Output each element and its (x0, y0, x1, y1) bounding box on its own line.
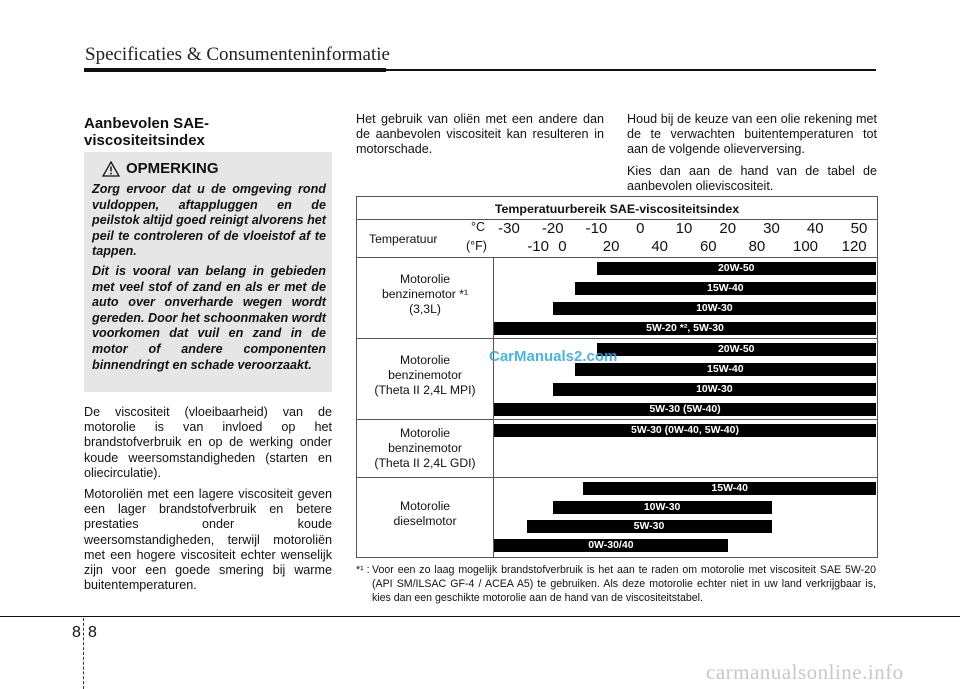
viscosity-bar: 10W-30 (553, 302, 876, 315)
celsius-tick: 20 (719, 220, 737, 237)
engine-group-label-line: dieselmotor (393, 514, 457, 529)
viscosity-bar: 20W-50 (597, 262, 877, 275)
viscosity-bar: 0W-30/40 (494, 539, 728, 552)
fahrenheit-tick: 100 (793, 238, 819, 255)
left-paragraph-2: Motoroliën met een lagere viscositeit geven een lager brandstofverbruik en betere prestaties onder koude weersomstandigheden, terwijl motoroliën met een hogere viscositeit echter wenselijk zijn voor een goede smering bij warme buitentemperaturen. (84, 487, 332, 593)
unit-fahrenheit: (°F) (466, 239, 487, 253)
table-title: Temperatuurbereik SAE-viscositeitsindex (494, 202, 740, 216)
right-column (627, 112, 877, 200)
viscosity-bar: 5W-30 (5W-40) (494, 403, 876, 416)
group-divider (357, 419, 877, 420)
footnote (356, 563, 876, 606)
viscosity-bar: 5W-20 *², 5W-30 (494, 322, 876, 335)
celsius-tick: -30 (498, 220, 520, 237)
section-heading-line2: viscositeitsindex (84, 132, 205, 149)
unit-celsius: °C (471, 220, 486, 234)
engine-group-label-line: Motorolie (399, 426, 451, 440)
site-watermark: carmanualsonline.info (706, 660, 904, 684)
celsius-tick: 50 (850, 220, 868, 237)
note-paragraph-2: Dit is vooral van belang in gebieden met veel stof of zand en als er met de auto over onverharde wegen wordt gereden. Door het schoonmaken wordt voorkomen dat vuil en zand in de motor of andere componenten binnendringt en schade veroorzaakt. (92, 263, 326, 372)
viscosity-bar: 20W-50 (597, 343, 877, 356)
header-title: Specificaties & Consumenteninformatie (85, 44, 390, 65)
right-paragraph-1: Houd bij de keuze van een olie rekening met de te verwachten buitentemperaturen tot aan de volgende olieverversing. (627, 112, 877, 157)
engine-group-label-line: Motorolie (399, 499, 451, 513)
engine-group-label (357, 499, 493, 529)
viscosity-bar: 15W-40 (575, 363, 876, 376)
footnote-mark: *¹ : (356, 564, 370, 576)
right-paragraph-2: Kies dan aan de hand van de tabel de aanbevolen olieviscositeit. (627, 163, 877, 193)
fahrenheit-scale (495, 238, 877, 256)
note-header (102, 160, 219, 177)
middle-paragraph-1: Het gebruik van oliën met een andere dan de aanbevolen viscositeit kan resulteren in motorschade. (356, 112, 604, 157)
footnote-text: Voor een zo laag mogelijk brandstofverbruik is het aan te raden om motorolie met viscositeit SAE 5W-20 (API SM/ILSAC GF-4 / ACEA A5) te gebruiken. Als deze motorolie echter niet in uw land verkrijgbaar is, kies dan een geschikte motorolie aan de hand van de viscositeitstabel. (372, 564, 876, 605)
page-number-right: 8 (88, 624, 97, 641)
fahrenheit-tick: 80 (748, 238, 766, 255)
celsius-tick: 10 (675, 220, 693, 237)
engine-group-label-line: (Theta II 2,4L MPI) (374, 383, 476, 398)
engine-group-label (357, 272, 493, 318)
celsius-tick: 0 (636, 220, 645, 237)
watermark-carmanuals: CarManuals2.com (489, 348, 618, 365)
celsius-tick: -10 (585, 220, 608, 237)
note-title: OPMERKING (126, 160, 219, 177)
table-rule (357, 257, 877, 258)
temperature-label: Temperatuur (369, 232, 438, 246)
celsius-scale (495, 220, 877, 238)
viscosity-bar: 5W-30 (0W-40, 5W-40) (494, 424, 876, 437)
fahrenheit-tick: 120 (841, 238, 867, 255)
viscosity-bar: 10W-30 (553, 383, 876, 396)
fahrenheit-tick: 0 (558, 238, 567, 255)
engine-group-label-line: (3,3L) (409, 302, 441, 317)
fahrenheit-tick: 40 (651, 238, 669, 255)
viscosity-bar: 10W-30 (553, 501, 772, 514)
viscosity-bar: 5W-30 (527, 520, 772, 533)
fahrenheit-tick: -10 (527, 238, 549, 255)
celsius-tick: -20 (541, 220, 564, 237)
section-heading-line1: Aanbevolen SAE- (84, 115, 210, 132)
engine-group-label-line: Motorolie (399, 272, 451, 286)
group-divider (357, 338, 877, 339)
viscosity-bar: 15W-40 (575, 282, 876, 295)
engine-group-label-line: benzinemotor (388, 441, 462, 456)
header-bar-thin (386, 69, 876, 71)
left-paragraph-1: De viscositeit (vloeibaarheid) van de motorolie is van invloed op het brandstofverbruik en op de werking onder koude weersomstandigheden (starten en oliecirculatie). (84, 405, 332, 480)
page-divider (83, 618, 84, 689)
engine-group-label-line: Motorolie (399, 353, 451, 367)
section-heading (84, 115, 332, 149)
header-bar-thick (84, 68, 386, 72)
engine-group-label-line: benzinemotor (388, 368, 462, 383)
note-paragraph-1: Zorg ervoor dat u de omgeving rond vuldoppen, aftappluggen en de peilstok altijd goed reinigt alvorens het peil te controleren of de vloeistof af te tappen. (92, 182, 326, 259)
page-number-left: 8 (72, 624, 81, 641)
fahrenheit-tick: 60 (699, 238, 717, 255)
celsius-tick: 30 (763, 220, 780, 237)
note-box (84, 152, 332, 392)
group-divider (357, 477, 877, 478)
viscosity-table (356, 196, 878, 558)
left-body (84, 405, 332, 599)
warning-triangle-icon (102, 161, 120, 177)
note-text (92, 182, 326, 377)
viscosity-bar: 15W-40 (583, 482, 876, 495)
engine-group-label (357, 353, 493, 399)
middle-column (356, 112, 604, 164)
left-column (84, 115, 332, 149)
engine-group-label-line: benzinemotor *¹ (381, 287, 469, 302)
fahrenheit-tick: 20 (602, 238, 620, 255)
page-bar (0, 616, 960, 617)
engine-group-label-line: (Theta II 2,4L GDI) (374, 456, 476, 471)
engine-group-label (357, 426, 493, 472)
celsius-tick: 40 (806, 220, 824, 237)
